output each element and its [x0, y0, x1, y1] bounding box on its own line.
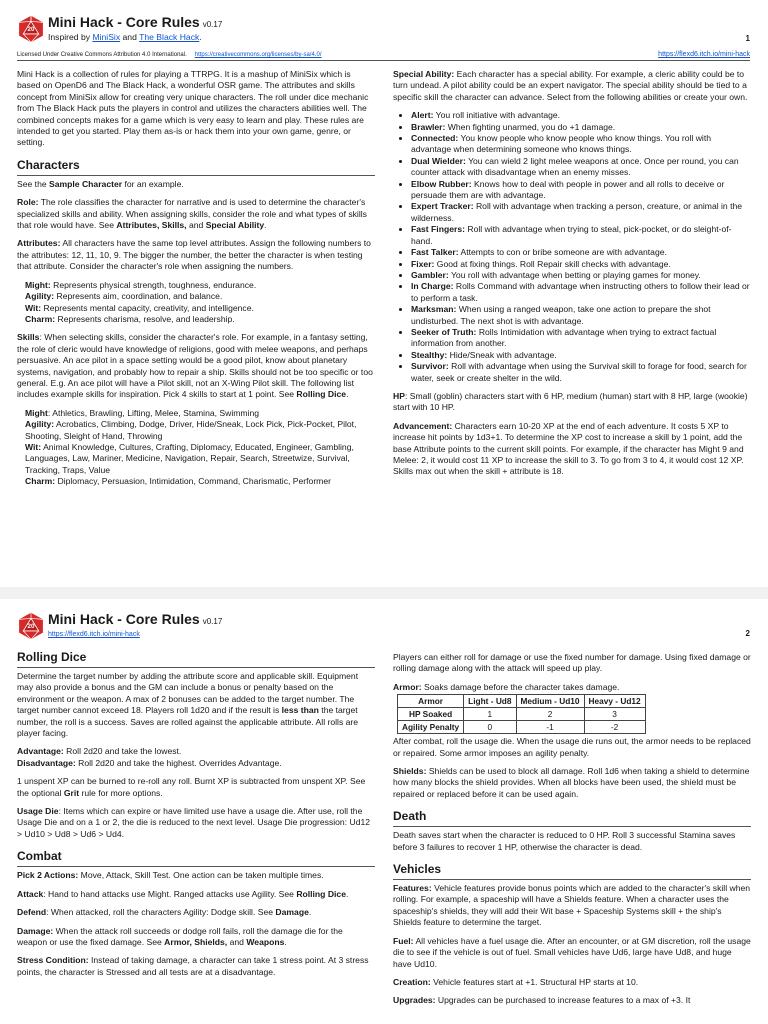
advancement-paragraph: Advancement: Characters earn 10-20 XP at the end of each adventure. It costs 5 XP to increase hit points by 1d3+1. To determine the XP cost to increase a skill by 1 point, add the base Attribute points to the current skill points. For example, if the character has Might 9 and Melee: 2, it would cost 11 XP to increase the skill to 3. To go from 3 to 4, it would cost 12 XP. Skills max out when the skill + attribute is 18. [393, 420, 744, 477]
page-number: 1 [745, 34, 750, 43]
features-paragraph: Features: Vehicle features provide bonus points which are added to the character's skill when rolling. For example, a spaceship will have a Shields feature. When a character uses the spaceship's shields, they will add their Wit base + Spaceship Systems skill + the ship's Shields feature to determine the target. [393, 883, 751, 928]
table-header-cell: Medium - Ud10 [516, 695, 584, 708]
intro-paragraph: Mini Hack is a collection of rules for playing a TTRPG. It is a mashup of MiniSix which is based on OpenD6 and The Black Hack, a wonderful OSR game. The attributes and skills concept from MiniSix allow for creating very unique characters. The roll under dice mechanic from The Black Hack puts the players in control and utilizes the characters abilities well. The combined concepts makes for a game which is very easy to learn and play. These rules are intended to get you started. Play them as-is or hack them into your own game, genre, or setting. [17, 69, 369, 148]
skills-paragraph: Skills: When selecting skills, consider the character's role. For example, in a fantasy setting, the role of cleric would have knowledge of religions, good with melee weapons, and perhaps persuasive. An ace pilot in a space setting would be a good pilot, know about planetary systems, navigation, and probably how to repair a ship. Skills should not be too specific or too general. E.g. An ace pilot will have a Pilot skill, not an X-Wing Pilot skill. The following list includes example skills for inspiration. Pick 4 skills to start at 1 point. See Rolling Dice. [17, 332, 373, 400]
characters-heading: Characters [17, 158, 375, 176]
attribute-might: Might: Represents physical strength, toughness, endurance. [25, 279, 257, 290]
blackhack-link[interactable]: The Black Hack [139, 32, 200, 42]
table-row: Agility Penalty 0 -1 -2 [398, 721, 646, 734]
svg-text:20: 20 [27, 623, 35, 631]
inspired-by: Inspired by MiniSix and The Black Hack. [48, 32, 202, 42]
rolling-dice-paragraph: Determine the target number by adding the attribute score and applicable skill. Equipment may also provide a bonus and the GM can include a bonus or penalty based on the environment or the weapon. A max of 2 bonuses can be added to the target number. The target number cannot exceed 18. Players roll 1d20 and if the result is less than the target number, the roll is a success. Saves are rolled against the applicable attribute. All rolls are player facing. [17, 671, 359, 739]
skills-might: Might: Athletics, Brawling, Lifting, Melee, Stamina, Swimming [25, 407, 260, 418]
svg-text:20: 20 [27, 26, 35, 34]
ability-item: • Seeker of Truth: Rolls Intimidation with advantage when trying to extract factual information from another. [411, 327, 751, 350]
attribute-charm: Charm: Represents charisma, resolve, and leadership. [25, 313, 235, 324]
ability-item: • Fast Talker: Attempts to con or bribe someone are with advantage. [411, 247, 751, 258]
page-number: 2 [745, 629, 750, 638]
site-link[interactable]: https://flexd6.itch.io/mini-hack [48, 631, 140, 638]
page-divider [0, 587, 768, 599]
fuel-paragraph: Fuel: All vehicles have a fuel usage die. After an encounter, or at GM discretion, roll the usage die to see if the vehicle is out of fuel. Small vehicles have Ud6, large have Ud8, and huge have Ud10. [393, 935, 751, 969]
header-rule [17, 60, 750, 61]
unspent-xp-paragraph: 1 unspent XP can be burned to re-roll any roll. Burnt XP is subtracted from unspent XP. See the optional Grit rule for more options. [17, 776, 366, 798]
ability-item: • Survivor: Roll with advantage when using the Survival skill to forage for food, search for water, seek or create shelter in the wild. [411, 361, 751, 384]
attribute-list [17, 280, 375, 326]
attributes-paragraph: Attributes: All characters have the same top level attributes. Assign the following numbers to the attributes: 12, 11, 10, 9. The bigger the number, the better the character is when testing that attribute. Consider the character's role when assigning the numbers. [17, 238, 371, 272]
armor-paragraph: Armor: Soaks damage before the character takes damage. [393, 681, 620, 692]
right-column [393, 69, 751, 485]
right-column [393, 652, 751, 1014]
skills-agility: Agility: Acrobatics, Climbing, Dodge, Driver, Hide/Sneak, Lock Pick, Pick-Pocket, Pilot, Shooting, Sleight of Hand, Throwing [25, 419, 357, 441]
usage-die-paragraph: Usage Die: Items which can expire or have limited use have a usage die. After use, roll the Usage Die and on a 1 or 2, the die is reduced to the next level. Usage Die progression: Ud12 > Ud10 > Ud8 > Ud6 > Ud4. [17, 806, 371, 839]
d20-dice-logo-icon [17, 612, 45, 640]
left-column [17, 641, 375, 985]
advantage-rules: Advantage: Roll 2d20 and take the lowest. Disadvantage: Roll 2d20 and take the highest. Overrides Advantage. [17, 746, 282, 768]
license-link[interactable]: https://creativecommons.org/licenses/by-sa/4.0/ [194, 52, 322, 58]
attribute-agility: Agility: Represents aim, coordination, and balance. [25, 291, 223, 302]
version-label: v0.17 [202, 20, 223, 29]
ability-item: • Stealthy: Hide/Sneak with advantage. [411, 350, 751, 361]
attack-paragraph: Attack: Hand to hand attacks use Might. Ranged attacks use Agility. See Rolling Dice. [17, 888, 349, 899]
pick-actions-paragraph: Pick 2 Actions: Move, Attack, Skill Test. One action can be taken multiple times. [17, 870, 324, 881]
armor-table [397, 694, 646, 734]
ability-item: • Fast Fingers: Roll with advantage when trying to steal, pick-pocket, or do sleight-of-hand. [411, 224, 751, 247]
document-title: Mini Hack - Core Rules v0.17 [48, 14, 223, 30]
upgrades-paragraph: Upgrades: Upgrades can be purchased to increase features to a max of +3. It [393, 995, 691, 1006]
ability-item: • Dual Wielder: You can wield 2 light melee weapons at once. Once per round, you can counter attack with disadvantage when an enemy misses. [411, 156, 751, 179]
ability-list [393, 110, 751, 384]
special-ability-paragraph: Special Ability: Each character has a special ability. For example, a cleric ability could be to turn undead. A pilot ability could be an expert navigator. The special ability should be tied to a specific skill the character can advance. Select from the following abilities or create your own. [393, 69, 748, 102]
d20-dice-logo-icon [17, 15, 45, 43]
ability-item: • Connected: You know people who know people who know things. You roll with advantage when determining someone who knows things. [411, 133, 751, 156]
ability-item: • Gambler: You roll with advantage when betting or playing games for money. [411, 270, 751, 281]
death-paragraph: Death saves start when the character is reduced to 0 HP. Roll 3 successful Stamina saves before 3 failures to recover 1 HP, otherwise the character is dead. [393, 830, 736, 852]
combat-heading: Combat [17, 849, 375, 867]
table-header-cell: Heavy - Ud12 [584, 695, 645, 708]
ability-item: • In Charge: Rolls Command with advantage when instructing others to follow their lead or to perform a task. [411, 281, 751, 304]
skill-list [17, 408, 375, 488]
minisix-link[interactable]: MiniSix [92, 32, 121, 42]
hp-paragraph: HP: Small (goblin) characters start with 6 HP, medium (human) start with 8 HP, large (wookie) start with 10 HP. [393, 390, 748, 413]
rolling-dice-heading: Rolling Dice [17, 650, 375, 668]
table-header-cell: Light - Ud8 [464, 695, 516, 708]
license-line: Licensed Under Creative Commons Attribution 4.0 International. https://creativecommons.org/licenses/by-sa/4.0/ [17, 52, 322, 58]
site-link[interactable]: https://flexd6.itch.io/mini-hack [658, 51, 750, 58]
vehicles-heading: Vehicles [393, 862, 751, 880]
version-label: v0.17 [202, 617, 223, 626]
ability-item: • Brawler: When fighting unarmed, you do +1 damage. [411, 122, 751, 133]
ability-item: • Marksman: When using a ranged weapon, take one action to prepare the shot undisturbed. The next shot is with advantage. [411, 304, 751, 327]
ability-item: • Fixer: Good at fixing things. Roll Repair skill checks with advantage. [411, 259, 751, 270]
players-damage-paragraph: Players can either roll for damage or use the fixed number for damage. Using fixed damage or rolling damage along with the attack will speed up play. [393, 652, 751, 674]
ability-item: • Alert: You roll initiative with advantage. [411, 110, 751, 121]
page-2 [0, 600, 768, 1024]
shields-paragraph: Shields: Shields can be used to block all damage. Roll 1d6 when taking a shield to determine how many blocks the shield provides. When all blocks have been used, the shield must be repaired or replaced before it can be used again. [393, 766, 750, 799]
defend-paragraph: Defend: When attacked, roll the characters Agility: Dodge skill. See Damage. [17, 907, 312, 918]
role-paragraph: Role: The role classifies the character for narrative and is used to determine the character's specialized skills and ability. When assigning skills, consider the role and what types of skills that role would have. See Attributes, Skills, and Special Ability. [17, 197, 367, 231]
damage-paragraph: Damage: When the attack roll succeeds or dodge roll fails, roll the damage die for the weapon or use the fixed damage. See Armor, Shields, and Weapons. [17, 925, 343, 947]
see-sample-line: See the Sample Character for an example. [17, 178, 184, 189]
skills-charm: Charm: Diplomacy, Persuasion, Intimidation, Command, Charismatic, Performer [25, 476, 331, 487]
table-header-cell: Armor [398, 695, 464, 708]
left-column [17, 69, 375, 495]
death-heading: Death [393, 809, 751, 827]
ability-item: • Elbow Rubber: Knows how to deal with people in power and all rolls to deceive or persuade them are with advantage. [411, 179, 751, 202]
attribute-wit: Wit: Represents mental capacity, creativity, and intelligence. [25, 302, 254, 313]
table-row: HP Soaked 1 2 3 [398, 708, 646, 721]
skills-wit: Wit: Animal Knowledge, Cultures, Crafting, Diplomacy, Educated, Engineer, Gambling, Languages, Law, Mariner, Medicine, Navigation, Repair, Search, Streetwize, Survival, Tracking, Traps, Value [25, 441, 354, 475]
document-title: Mini Hack - Core Rules v0.17 [48, 611, 223, 627]
ability-item: • Expert Tracker: Roll with advantage when tracking a person, creature, or animal in the wilderness. [411, 201, 751, 224]
creation-paragraph: Creation: Vehicle features start at +1. Structural HP starts at 10. [393, 976, 639, 987]
stress-paragraph: Stress Condition: Instead of taking damage, a character can take 1 stress point. At 3 stress points, the character is Stressed and all tests are at a disadvantage. [17, 955, 369, 977]
after-combat-paragraph: After combat, roll the usage die. When the usage die runs out, the armor needs to be replaced or repaired. Some armor imposes an agility penalty. [393, 736, 751, 758]
